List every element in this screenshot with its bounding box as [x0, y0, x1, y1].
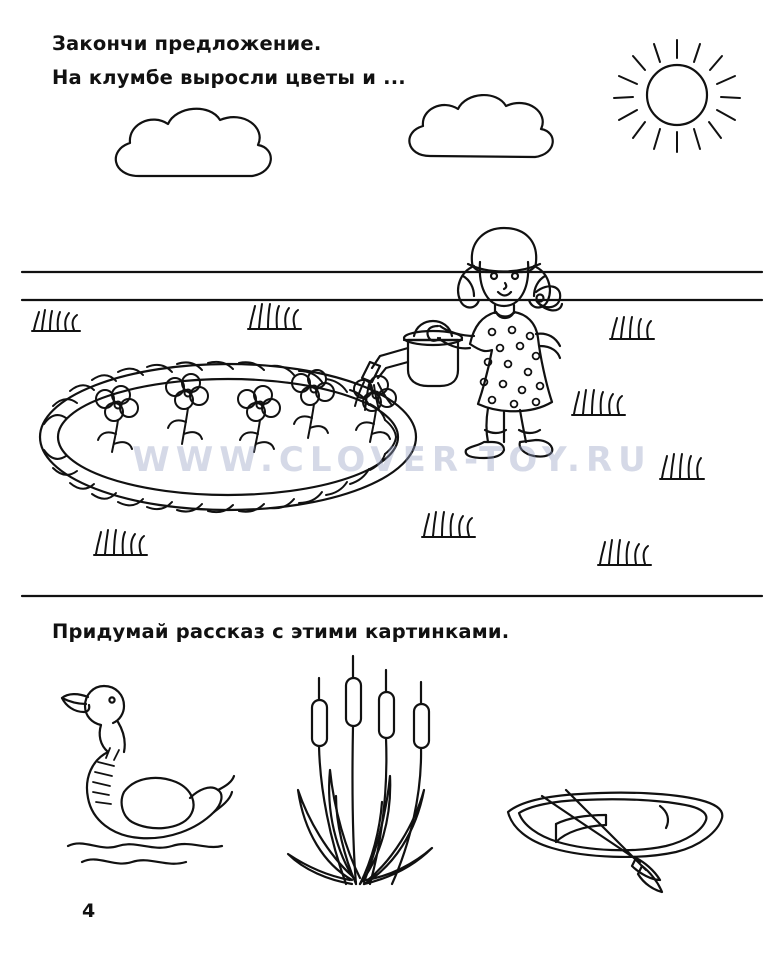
oval-flowerbed — [40, 362, 416, 512]
horizon-line — [22, 272, 762, 300]
watermark: WWW.CLOVER-TOY.RU — [132, 440, 652, 480]
sun-icon — [614, 40, 740, 152]
page-number: 4 — [82, 900, 96, 922]
girl-with-watering-can — [427, 228, 562, 458]
duck-icon — [62, 686, 234, 864]
grass-tufts — [32, 304, 704, 565]
task-1-instruction-line-1: Закончи предложение. — [52, 32, 322, 55]
boat-icon — [508, 790, 722, 892]
cloud-right-icon — [409, 95, 552, 157]
task-1-instruction-line-2: На клумбе выросли цветы и ... — [52, 66, 406, 89]
watering-can-icon — [362, 321, 462, 386]
cloud-left-icon — [116, 109, 271, 176]
task-2-instruction-line-1: Придумай рассказ с этими картинками. — [52, 620, 510, 643]
water-spray — [355, 382, 391, 410]
reeds-icon — [288, 656, 432, 884]
